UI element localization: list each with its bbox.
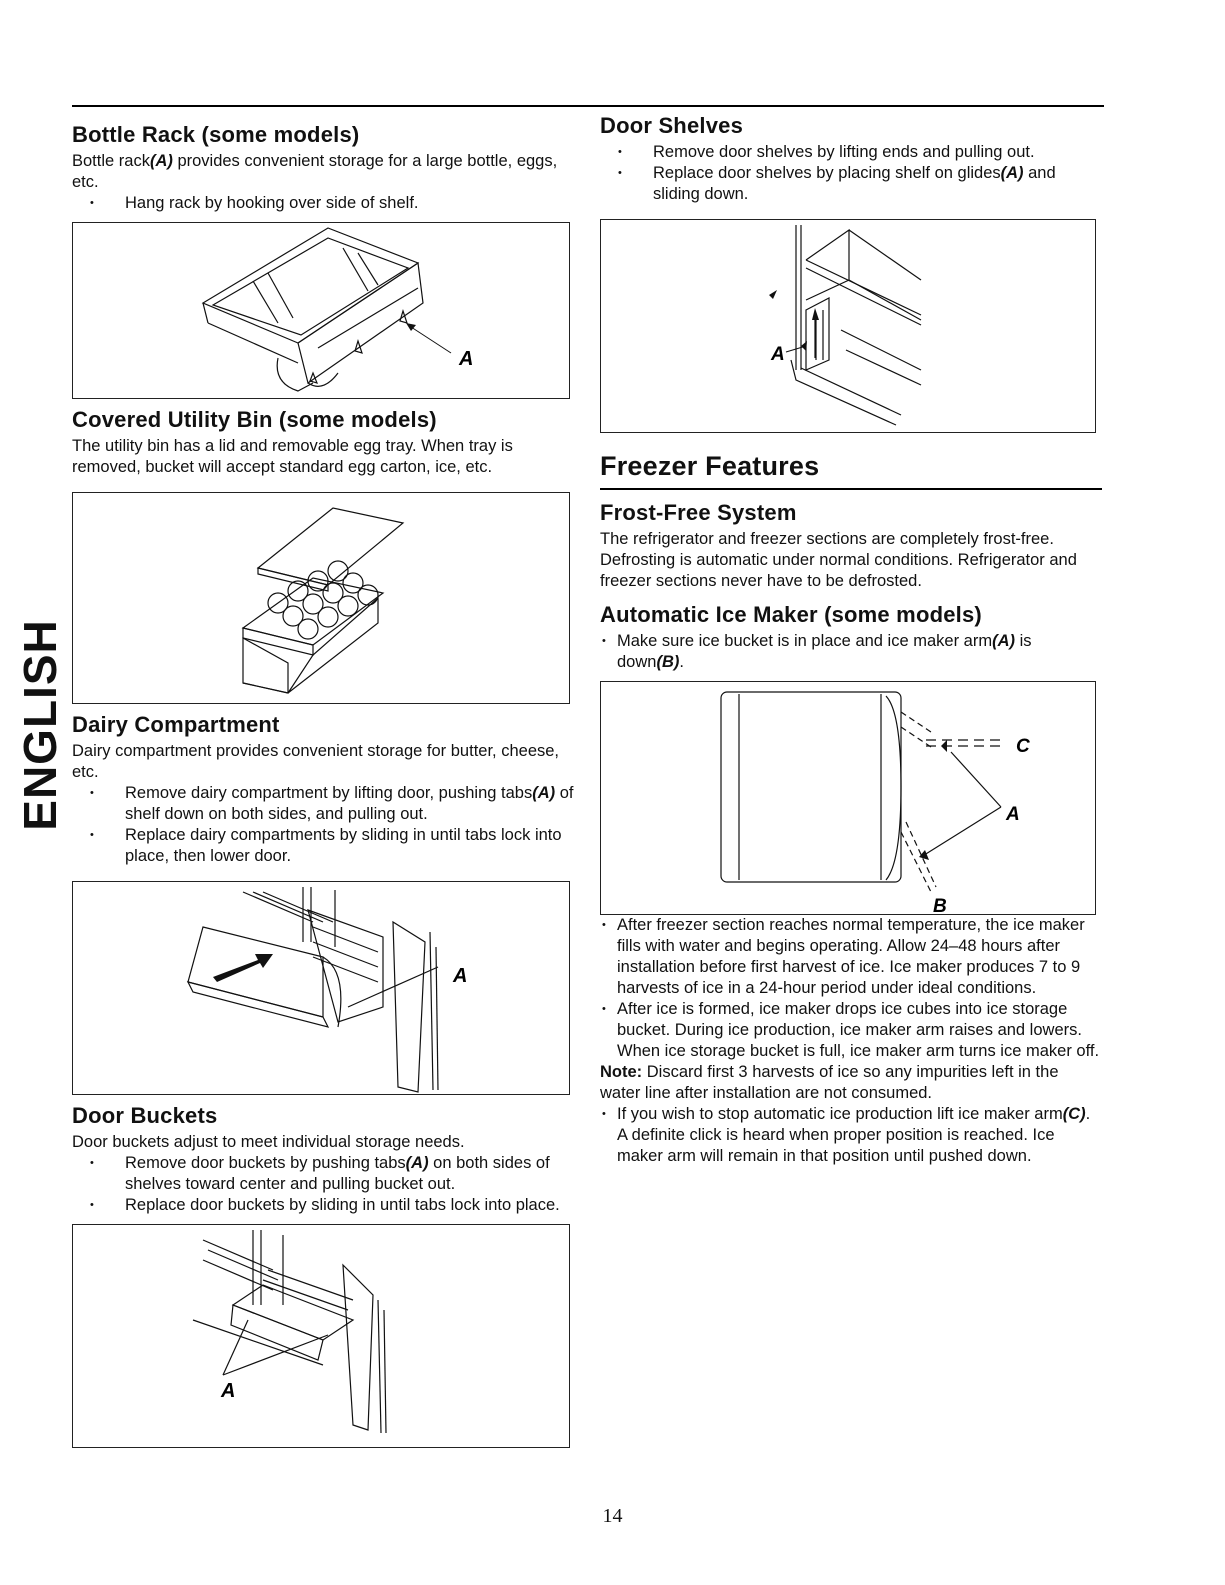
list-item <box>72 783 577 825</box>
list-item: • After freezer section reaches normal temperature, the ice maker fills with water and begins operating. Allow 24–48 hours after installation before first harvest of ice. Ice maker produces 7 to 9 harvests of ice in a 24-hour period under ideal conditions. <box>600 915 1102 999</box>
dairy-label-a: A <box>453 965 468 987</box>
utility-bin-figure <box>72 492 570 704</box>
door-buckets-remove-text-rest: on both sides of shelves toward center and pulling bucket out. <box>125 1154 550 1193</box>
ice-maker-heading: Automatic Ice Maker (some models) <box>600 602 982 627</box>
list-item: • Replace door buckets by sliding in until tabs lock into place. <box>72 1195 577 1216</box>
ice-maker-label-c: C <box>1016 736 1030 757</box>
dairy-figure <box>72 881 570 1095</box>
door-buckets-heading: Door Buckets <box>72 1103 218 1128</box>
door-buckets-description: Door buckets adjust to meet individual storage needs. <box>72 1133 465 1151</box>
language-tab <box>14 606 66 844</box>
door-shelves-bullets <box>600 142 1102 205</box>
freezer-features-header <box>600 451 1102 490</box>
door-buckets-ref-a: (A) <box>405 1154 429 1172</box>
dairy-heading: Dairy Compartment <box>72 712 280 737</box>
ice-maker-stop-text-rest: . A definite click is heard when proper position is reached. Ice maker arm will remain in that position until pushed down. <box>617 1105 1091 1165</box>
freezer-features-heading: Freezer Features <box>600 451 820 481</box>
ice-maker-label-b: B <box>933 896 947 914</box>
door-shelves-illustration <box>601 220 1095 432</box>
door-buckets-bullets <box>72 1153 577 1216</box>
ice-maker-check-text-end: . <box>679 653 684 671</box>
bottle-rack-section <box>72 122 577 399</box>
ice-maker-note <box>600 1062 1102 1104</box>
dairy-remove-text-rest: of shelf down on both sides, and pulling out. <box>125 784 574 823</box>
ice-maker-bullets-end <box>600 1104 1102 1167</box>
door-shelves-label-a: A <box>771 344 785 365</box>
list-item <box>600 163 1102 205</box>
page-number: 14 <box>602 1505 623 1527</box>
ice-maker-figure <box>600 681 1096 915</box>
door-shelves-replace-text: Replace door shelves by placing shelf on glides <box>653 164 1001 182</box>
note-label: Note: <box>600 1063 643 1081</box>
ice-maker-section <box>600 602 1102 1167</box>
bottle-rack-text: Bottle rack <box>72 152 150 170</box>
door-buckets-illustration <box>73 1225 569 1447</box>
list-item: • After ice is formed, ice maker drops ice cubes into ice storage bucket. During ice production, ice maker arm raises and lowers. When ice storage bucket is full, ice maker arm turns ice maker off. <box>600 999 1102 1062</box>
top-rule <box>72 105 1104 107</box>
door-shelves-ref-a: (A) <box>1000 164 1024 182</box>
bottle-rack-heading: Bottle Rack (some models) <box>72 122 360 147</box>
door-buckets-remove-text: Remove door buckets by pushing tabs <box>125 1154 406 1172</box>
list-item <box>600 1104 1102 1167</box>
ice-maker-illustration <box>601 682 1095 914</box>
dairy-ref-a: (A) <box>532 784 556 802</box>
bottle-rack-description <box>72 151 577 193</box>
door-shelves-figure <box>600 219 1096 433</box>
bottle-rack-label-a: A <box>459 348 474 370</box>
left-column <box>72 122 577 1448</box>
door-shelves-heading: Door Shelves <box>600 113 744 138</box>
door-buckets-figure <box>72 1224 570 1448</box>
door-shelves-section <box>600 113 1102 433</box>
list-item: • Remove door shelves by lifting ends and pulling out. <box>600 142 1102 163</box>
list-item <box>72 1153 577 1195</box>
frost-free-heading: Frost-Free System <box>600 500 797 525</box>
bottle-rack-ref-a: (A) <box>149 152 173 170</box>
dairy-bullets <box>72 783 577 867</box>
frost-free-description: The refrigerator and freezer sections are completely frost-free. Defrosting is automatic under normal conditions. Refrigerator and freezer sections never have to be defrosted. <box>600 530 1077 590</box>
ice-maker-bullets-top <box>600 631 1102 673</box>
utility-bin-heading: Covered Utility Bin (some models) <box>72 407 437 432</box>
bottle-rack-illustration <box>73 223 569 398</box>
note-text: Discard first 3 harvests of ice so any impurities left in the water line after installation are not consumed. <box>600 1063 1059 1102</box>
dairy-illustration <box>73 882 569 1094</box>
ice-maker-check-text-mid: is down <box>617 632 1032 671</box>
dairy-remove-text: Remove dairy compartment by lifting door, pushing tabs <box>125 784 533 802</box>
ice-maker-check-text: Make sure ice bucket is in place and ice maker arm <box>617 632 993 650</box>
dairy-description: Dairy compartment provides convenient storage for butter, cheese, etc. <box>72 742 559 781</box>
door-buckets-label-a: A <box>221 1380 236 1402</box>
ice-maker-bullets <box>600 915 1102 1062</box>
dairy-section <box>72 712 577 1095</box>
ice-maker-ref-a: (A) <box>992 632 1015 650</box>
right-column <box>600 113 1102 1167</box>
list-item <box>600 631 1102 673</box>
frost-free-section <box>600 500 1102 592</box>
ice-maker-ref-b: (B) <box>656 653 680 671</box>
door-shelves-replace-text-rest: and sliding down. <box>653 164 1056 203</box>
utility-bin-section <box>72 407 577 704</box>
bottle-rack-text-rest: provides convenient storage for a large bottle, eggs, etc. <box>72 152 558 191</box>
language-tab-label: ENGLISH <box>14 619 66 831</box>
ice-maker-ref-c: (C) <box>1062 1105 1086 1123</box>
ice-maker-label-a: A <box>1006 804 1020 825</box>
ice-maker-stop-text: If you wish to stop automatic ice production lift ice maker arm <box>617 1105 1063 1123</box>
bottle-rack-figure <box>72 222 570 399</box>
bottle-rack-bullets <box>72 193 577 214</box>
list-item: • Hang rack by hooking over side of shelf. <box>72 193 577 214</box>
door-buckets-section <box>72 1103 577 1448</box>
utility-bin-illustration <box>73 493 569 703</box>
utility-bin-description: The utility bin has a lid and removable egg tray. When tray is removed, bucket will accept standard egg carton, ice, etc. <box>72 437 513 476</box>
list-item: • Replace dairy compartments by sliding in until tabs lock into place, then lower door. <box>72 825 577 867</box>
